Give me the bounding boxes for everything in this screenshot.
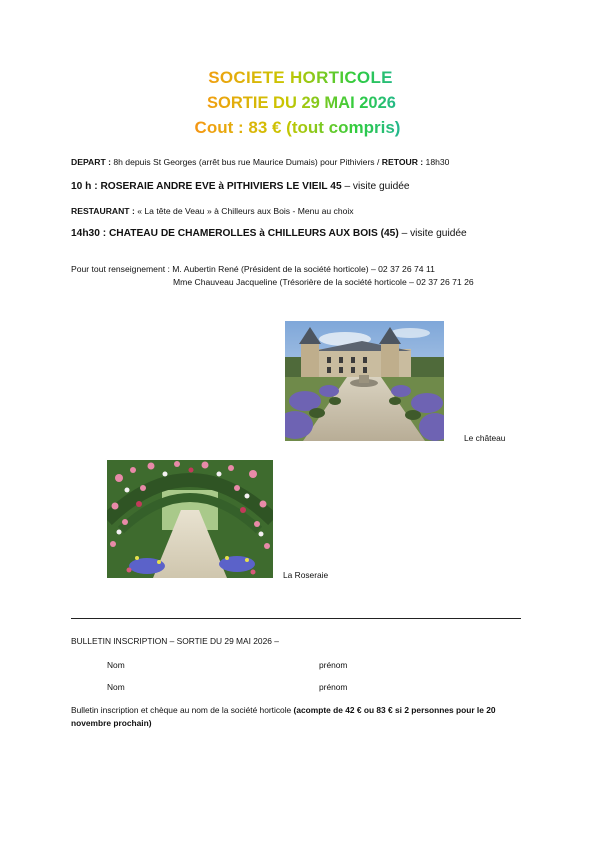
firstname-field-label-1: prénom	[319, 660, 348, 670]
name-field-label-1: Nom	[107, 660, 125, 670]
title-outing-date: SORTIE DU 29 MAI 2026	[0, 94, 595, 113]
departure-text: 8h depuis St Georges (arrêt bus rue Maurice Dumais) pour Pithiviers /	[110, 157, 382, 167]
chateau-photo	[285, 321, 444, 441]
firstname-field-label-2: prénom	[319, 682, 348, 692]
chateau-text: – visite guidée	[398, 228, 467, 239]
roseraie-caption: La Roseraie	[283, 570, 329, 580]
payment-text: Bulletin inscription et chèque au nom de la société horticole	[71, 705, 294, 715]
title-cost: Cout : 83 € (tout compris)	[0, 118, 595, 138]
departure-label: DEPART :	[71, 157, 111, 167]
payment-instructions	[71, 704, 531, 730]
contact-president: Pour tout renseignement : M. Aubertin René (Président de la société horticole) – 02 37 26 74 11	[71, 264, 435, 274]
registration-form-title: BULLETIN INSCRIPTION – SORTIE DU 29 MAI 2026 –	[71, 636, 279, 646]
roseraie-label: 10 h : ROSERAIE ANDRE EVE à PITHIVIERS LE VIEIL 45	[71, 181, 342, 192]
chateau-caption: Le château	[464, 433, 506, 443]
title-society: SOCIETE HORTICOLE	[0, 68, 595, 88]
chateau-line	[71, 228, 467, 239]
cut-line-separator	[71, 618, 521, 619]
return-label: RETOUR :	[381, 157, 424, 167]
contact-treasurer: Mme Chauveau Jacqueline (Trésorière de la société horticole – 02 37 26 71 26	[173, 277, 474, 287]
deposit-note: (acompte de 42 € ou 83 € si 2 personnes pour le 20 novembre prochain)	[71, 705, 496, 728]
roseraie-photo	[107, 460, 273, 578]
restaurant-label: RESTAURANT :	[71, 206, 135, 216]
roseraie-line	[71, 181, 410, 192]
restaurant-line	[71, 206, 354, 216]
restaurant-text: « La tête de Veau » à Chilleurs aux Bois - Menu au choix	[134, 206, 354, 216]
chateau-label: 14h30 : CHATEAU DE CHAMEROLLES à CHILLEURS AUX BOIS (45)	[71, 228, 399, 239]
return-text: 18h30	[423, 157, 450, 167]
name-field-label-2: Nom	[107, 682, 125, 692]
departure-line	[71, 157, 449, 167]
roseraie-text: – visite guidée	[341, 181, 410, 192]
